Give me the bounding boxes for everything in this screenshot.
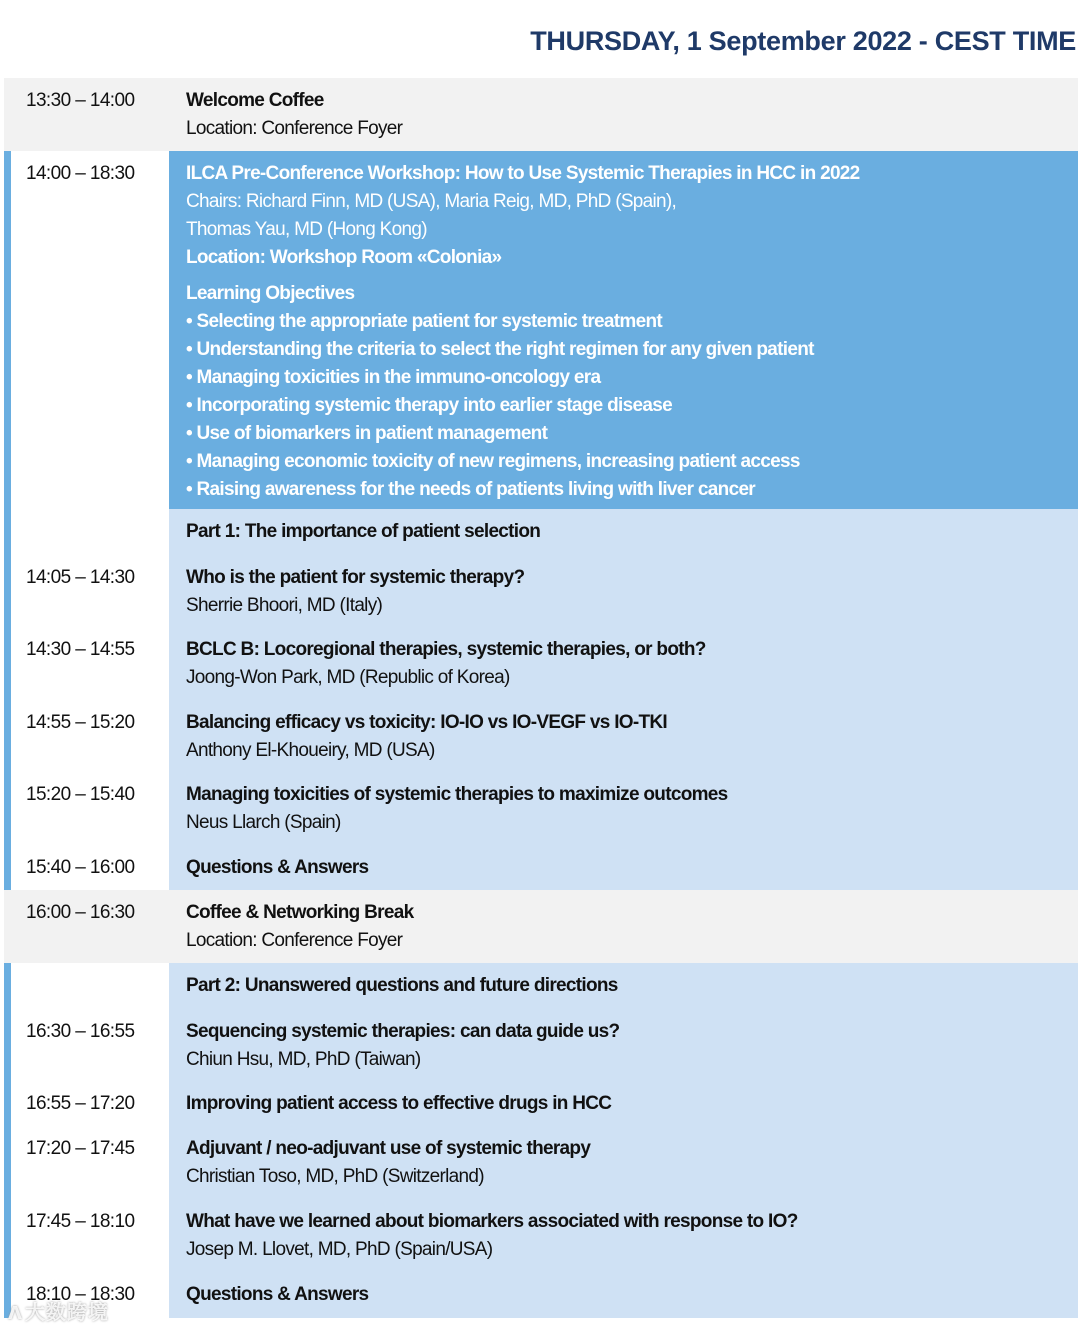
session-speaker: Christian Toso, MD, PhD (Switzerland) <box>186 1166 484 1187</box>
session-title: BCLC B: Locoregional therapies, systemic therapies, or both? <box>186 639 706 660</box>
schedule-row <box>4 890 1078 963</box>
time-slot: 18:10 – 18:30 <box>26 1284 135 1305</box>
objective-item: • Incorporating systemic therapy into earlier stage disease <box>186 395 672 416</box>
time-slot: 13:30 – 14:00 <box>26 90 135 111</box>
time-slot: 16:55 – 17:20 <box>26 1093 135 1114</box>
part-heading: Part 2: Unanswered questions and future directions <box>186 975 618 996</box>
schedule-row <box>4 627 1078 700</box>
time-cell <box>4 78 169 151</box>
session-title: Questions & Answers <box>186 857 369 878</box>
objective-item: • Managing economic toxicity of new regimens, increasing patient access <box>186 451 800 472</box>
objective-item: • Use of biomarkers in patient management <box>186 423 548 444</box>
time-slot: 15:40 – 16:00 <box>26 857 135 878</box>
session-title: Coffee & Networking Break <box>186 902 414 923</box>
session-title: Managing toxicities of systemic therapies to maximize outcomes <box>186 784 728 805</box>
time-slot: 14:00 – 18:30 <box>26 163 135 184</box>
session-title: Welcome Coffee <box>186 90 324 111</box>
session-title: Who is the patient for systemic therapy? <box>186 567 525 588</box>
schedule-row <box>4 700 1078 772</box>
schedule-row <box>4 1009 1078 1081</box>
schedule-row <box>4 772 1078 845</box>
watermark <box>8 1296 109 1325</box>
time-cell <box>4 700 169 772</box>
watermark-text: 大数跨境 <box>24 1302 109 1324</box>
time-cell <box>4 151 169 509</box>
watermark-logo-icon: ᐱ <box>8 1303 23 1323</box>
session-title: Sequencing systemic therapies: can data guide us? <box>186 1021 620 1042</box>
time-cell <box>4 627 169 700</box>
workshop-chairs: Thomas Yau, MD (Hong Kong) <box>186 219 427 240</box>
session-speaker: Anthony El-Khoueiry, MD (USA) <box>186 740 435 761</box>
time-slot: 15:20 – 15:40 <box>26 784 135 805</box>
session-speaker: Josep M. Llovet, MD, PhD (Spain/USA) <box>186 1239 493 1260</box>
schedule-row <box>4 1272 1078 1318</box>
session-title: What have we learned about biomarkers associated with response to IO? <box>186 1211 798 1232</box>
time-slot: 17:45 – 18:10 <box>26 1211 135 1232</box>
workshop-title: ILCA Pre-Conference Workshop: How to Use Systemic Therapies in HCC in 2022 <box>186 163 860 184</box>
session-title: Questions & Answers <box>186 1284 369 1305</box>
schedule-row <box>4 1126 1078 1199</box>
content-cell <box>169 845 1078 890</box>
objective-item: • Raising awareness for the needs of patients living with liver cancer <box>186 479 756 500</box>
time-cell <box>4 1126 169 1199</box>
session-location: Location: Conference Foyer <box>186 930 403 951</box>
objective-item: • Selecting the appropriate patient for systemic treatment <box>186 311 663 332</box>
session-title: Adjuvant / neo-adjuvant use of systemic therapy <box>186 1138 591 1159</box>
content-cell <box>169 151 1078 509</box>
content-cell <box>169 772 1078 845</box>
time-cell <box>4 1081 169 1126</box>
time-slot: 14:05 – 14:30 <box>26 567 135 588</box>
schedule-row <box>4 78 1078 151</box>
objective-item: • Understanding the criteria to select the right regimen for any given patient <box>186 339 814 360</box>
session-title: Improving patient access to effective drugs in HCC <box>186 1093 612 1114</box>
schedule-row <box>4 555 1078 627</box>
session-speaker: Joong-Won Park, MD (Republic of Korea) <box>186 667 510 688</box>
schedule-row <box>4 1199 1078 1272</box>
session-title: Balancing efficacy vs toxicity: IO-IO vs IO-VEGF vs IO-TKI <box>186 712 667 733</box>
content-cell <box>169 509 1078 555</box>
session-speaker: Chiun Hsu, MD, PhD (Taiwan) <box>186 1049 421 1070</box>
schedule-row <box>4 845 1078 890</box>
content-cell <box>169 890 1078 963</box>
content-cell <box>169 1081 1078 1126</box>
time-slot: 16:00 – 16:30 <box>26 902 135 923</box>
session-speaker: Sherrie Bhoori, MD (Italy) <box>186 595 383 616</box>
schedule-table <box>4 78 1078 1318</box>
time-cell <box>4 509 169 555</box>
content-cell <box>169 627 1078 700</box>
schedule-row <box>4 1081 1078 1126</box>
time-slot: 14:30 – 14:55 <box>26 639 135 660</box>
content-cell <box>169 1199 1078 1272</box>
time-cell <box>4 890 169 963</box>
time-cell <box>4 1199 169 1272</box>
page-header-title: THURSDAY, 1 September 2022 - CEST TIME <box>530 26 1076 56</box>
content-cell <box>169 700 1078 772</box>
time-cell <box>4 963 169 1009</box>
workshop-location: Location: Workshop Room «Colonia» <box>186 247 502 268</box>
content-cell <box>169 963 1078 1009</box>
content-cell <box>169 555 1078 627</box>
content-cell <box>169 1272 1078 1318</box>
objectives-title: Learning Objectives <box>186 283 355 304</box>
content-cell <box>169 1009 1078 1081</box>
time-slot: 16:30 – 16:55 <box>26 1021 135 1042</box>
part-heading: Part 1: The importance of patient selection <box>186 521 541 542</box>
time-slot: 14:55 – 15:20 <box>26 712 135 733</box>
workshop-chairs: Chairs: Richard Finn, MD (USA), Maria Reig, MD, PhD (Spain), <box>186 191 677 212</box>
time-cell <box>4 1009 169 1081</box>
schedule-row <box>4 151 1078 509</box>
objective-item: • Managing toxicities in the immuno-oncology era <box>186 367 601 388</box>
time-cell <box>4 845 169 890</box>
time-slot: 17:20 – 17:45 <box>26 1138 135 1159</box>
schedule-row <box>4 963 1078 1009</box>
content-cell <box>169 78 1078 151</box>
time-cell <box>4 772 169 845</box>
content-cell <box>169 1126 1078 1199</box>
session-speaker: Neus Llarch (Spain) <box>186 812 341 833</box>
schedule-row <box>4 509 1078 555</box>
session-location: Location: Conference Foyer <box>186 118 403 139</box>
time-cell <box>4 555 169 627</box>
